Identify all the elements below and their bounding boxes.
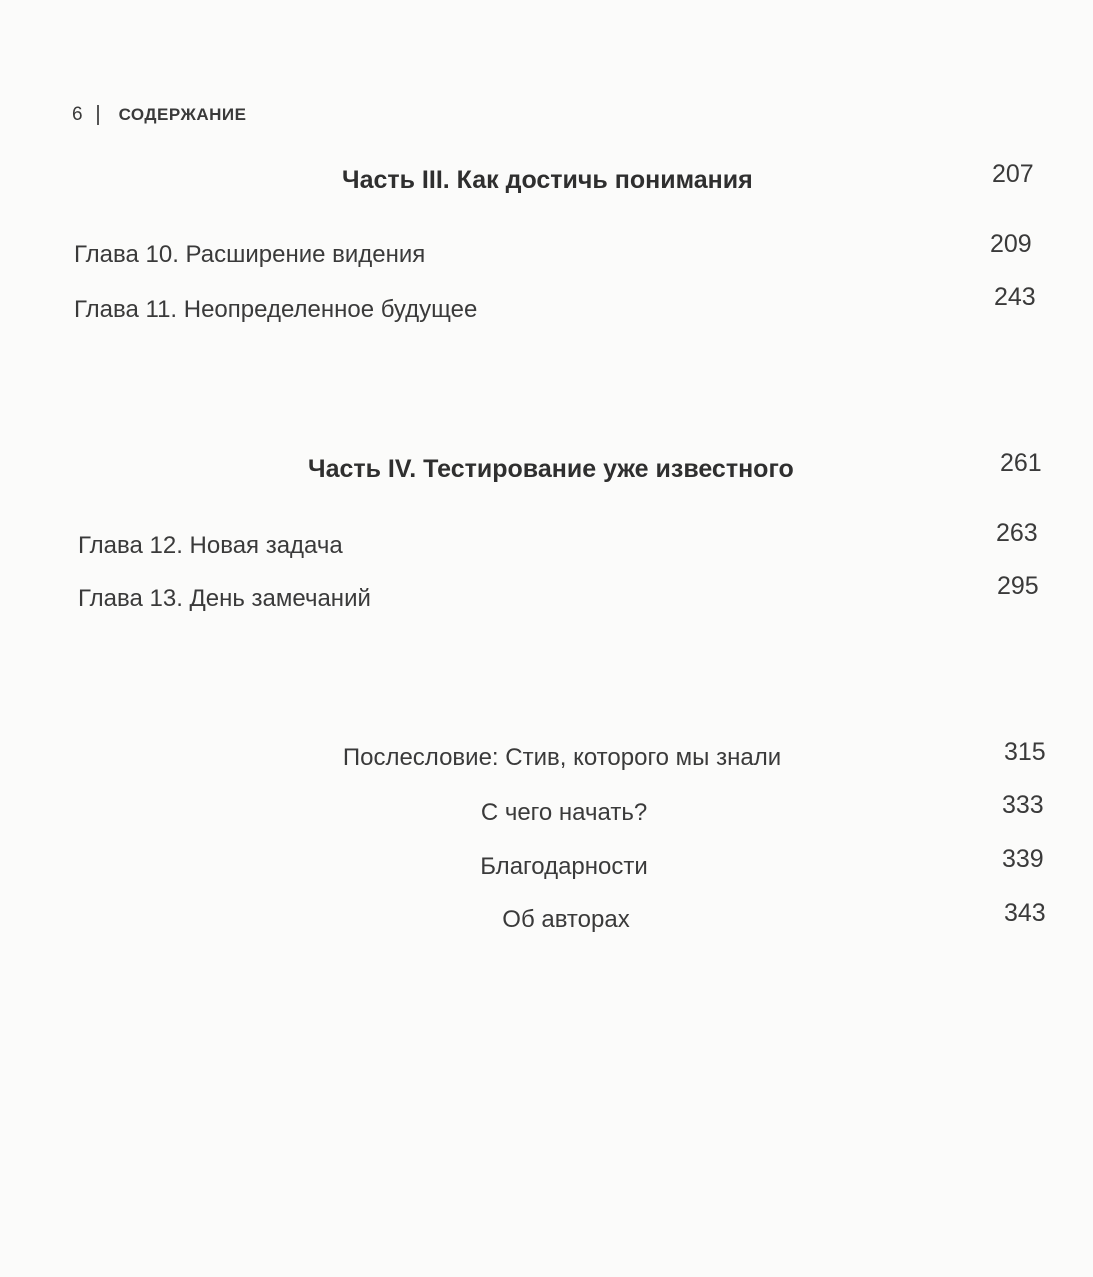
acknowledgements-page: 339 (1002, 845, 1044, 873)
acknowledgements-title: Благодарности (480, 853, 648, 880)
afterword-page: 315 (1004, 738, 1046, 766)
chapter-13-title: Глава 13. День замечаний (78, 585, 371, 612)
chapter-10-page: 209 (990, 230, 1032, 258)
where-to-start-title: С чего начать? (480, 799, 648, 826)
about-authors-page: 343 (1004, 899, 1046, 927)
afterword-title: Послесловие: Стив, которого мы знали (342, 744, 782, 771)
running-header (72, 104, 246, 126)
chapter-11-title: Глава 11. Неопределенное будущее (74, 296, 478, 323)
chapter-13-page: 295 (997, 572, 1039, 600)
part-3-title: Часть III. Как достичь понимания (342, 166, 753, 194)
chapter-11-page: 243 (994, 283, 1036, 311)
part-4-title: Часть IV. Тестирование уже известного (308, 455, 794, 483)
chapter-12-page: 263 (996, 519, 1038, 547)
chapter-10-title: Глава 10. Расширение видения (74, 241, 426, 268)
header-separator (97, 105, 99, 125)
chapter-12-title: Глава 12. Новая задача (78, 532, 343, 559)
page-number: 6 (72, 104, 83, 125)
about-authors-title: Об авторах (502, 906, 630, 933)
where-to-start-page: 333 (1002, 791, 1044, 819)
part-4-page: 261 (1000, 449, 1042, 477)
running-title: СОДЕРЖАНИЕ (118, 105, 247, 124)
part-3-page: 207 (992, 160, 1034, 188)
